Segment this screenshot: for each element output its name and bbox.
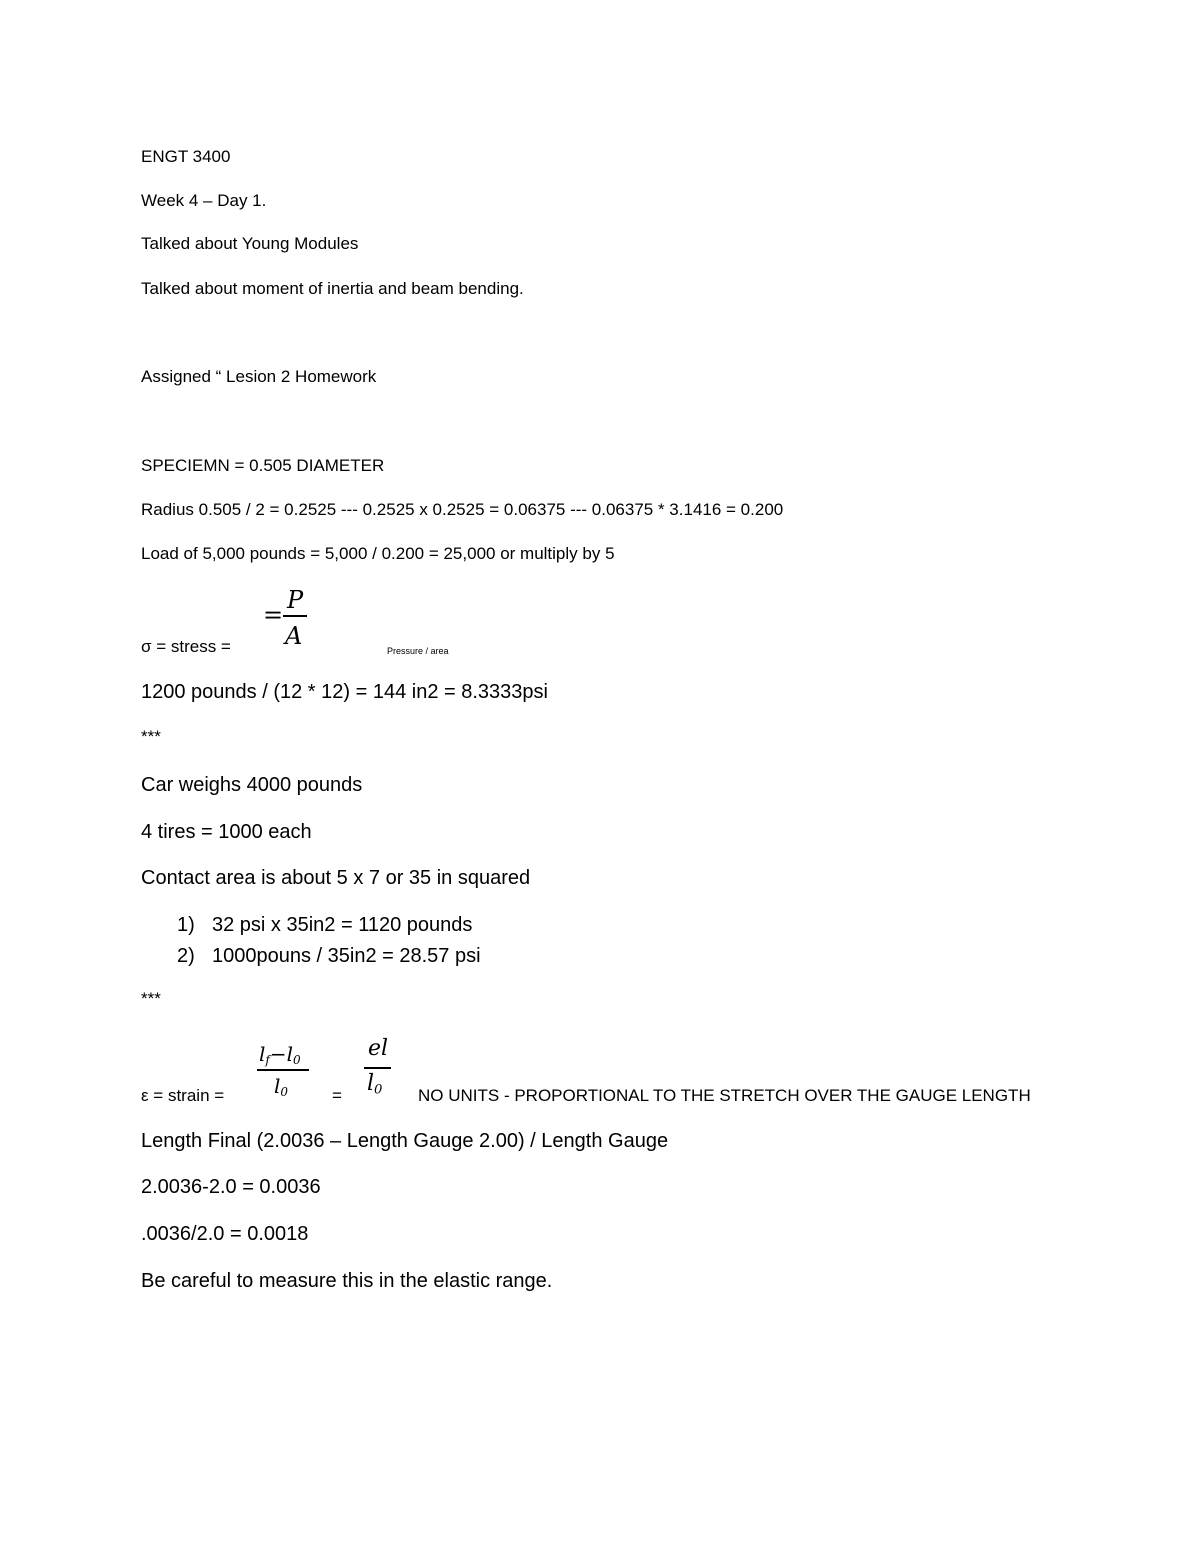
stress-fraction-bar: [283, 615, 307, 617]
elastic-range-note: Be careful to measure this in the elastic range.: [141, 1270, 553, 1292]
stress-equals: =: [263, 601, 284, 629]
strain-equals: =: [332, 1086, 342, 1105]
strain-note: NO UNITS - PROPORTIONAL TO THE STRETCH OVER THE GAUGE LENGTH: [418, 1086, 1031, 1105]
course-title: ENGT 3400: [141, 147, 231, 166]
length-final-line: Length Final (2.0036 – Length Gauge 2.00) / Length Gauge: [141, 1130, 669, 1152]
strain-label: ε = strain =: [141, 1086, 225, 1105]
list-item-number: 2): [177, 945, 195, 967]
list-item: 32 psi x 35in2 = 1120 pounds: [212, 914, 473, 936]
load-line: Load of 5,000 pounds = 5,000 / 0.200 = 25,000 or multiply by 5: [141, 544, 615, 563]
list-item-number: 1): [177, 914, 195, 936]
stress-denominator: A: [285, 622, 303, 650]
topic-line-1: Talked about Young Modules: [141, 234, 359, 253]
session-line: Week 4 – Day 1.: [141, 191, 267, 210]
topic-line-2: Talked about moment of inertia and beam bending.: [141, 279, 524, 298]
stress-numerator: P: [287, 586, 304, 614]
separator-1: ***: [141, 727, 161, 746]
difference-line: 2.0036-2.0 = 0.0036: [141, 1176, 321, 1198]
strain-frac1-bar: [257, 1069, 309, 1071]
strain-frac2-denominator: $l_0$: [367, 1071, 383, 1098]
car-weight-line: Car weighs 4000 pounds: [141, 774, 363, 796]
separator-2: ***: [141, 989, 161, 1008]
ratio-line: .0036/2.0 = 0.0018: [141, 1223, 309, 1245]
strain-frac2-numerator: el: [368, 1036, 389, 1061]
strain-frac1-numerator: $l_f-l_0$: [259, 1042, 301, 1067]
stress-note: Pressure / area: [387, 646, 449, 656]
radius-line: Radius 0.505 / 2 = 0.2525 --- 0.2525 x 0.2525 = 0.06375 --- 0.06375 * 3.1416 = 0.200: [141, 500, 784, 519]
stress-label: σ = stress =: [141, 637, 231, 656]
assigned-line: Assigned “ Lesion 2 Homework: [141, 367, 377, 386]
tires-line: 4 tires = 1000 each: [141, 821, 312, 843]
stress-example: 1200 pounds / (12 * 12) = 144 in2 = 8.3333psi: [141, 681, 548, 703]
list-item: 1000pouns / 35in2 = 28.57 psi: [212, 945, 481, 967]
strain-frac2-bar: [364, 1067, 391, 1069]
specimen-line: SPECIEMN = 0.505 DIAMETER: [141, 456, 385, 475]
strain-frac1-denominator: $l_0$: [274, 1074, 289, 1099]
contact-area-line: Contact area is about 5 x 7 or 35 in squared: [141, 867, 531, 889]
